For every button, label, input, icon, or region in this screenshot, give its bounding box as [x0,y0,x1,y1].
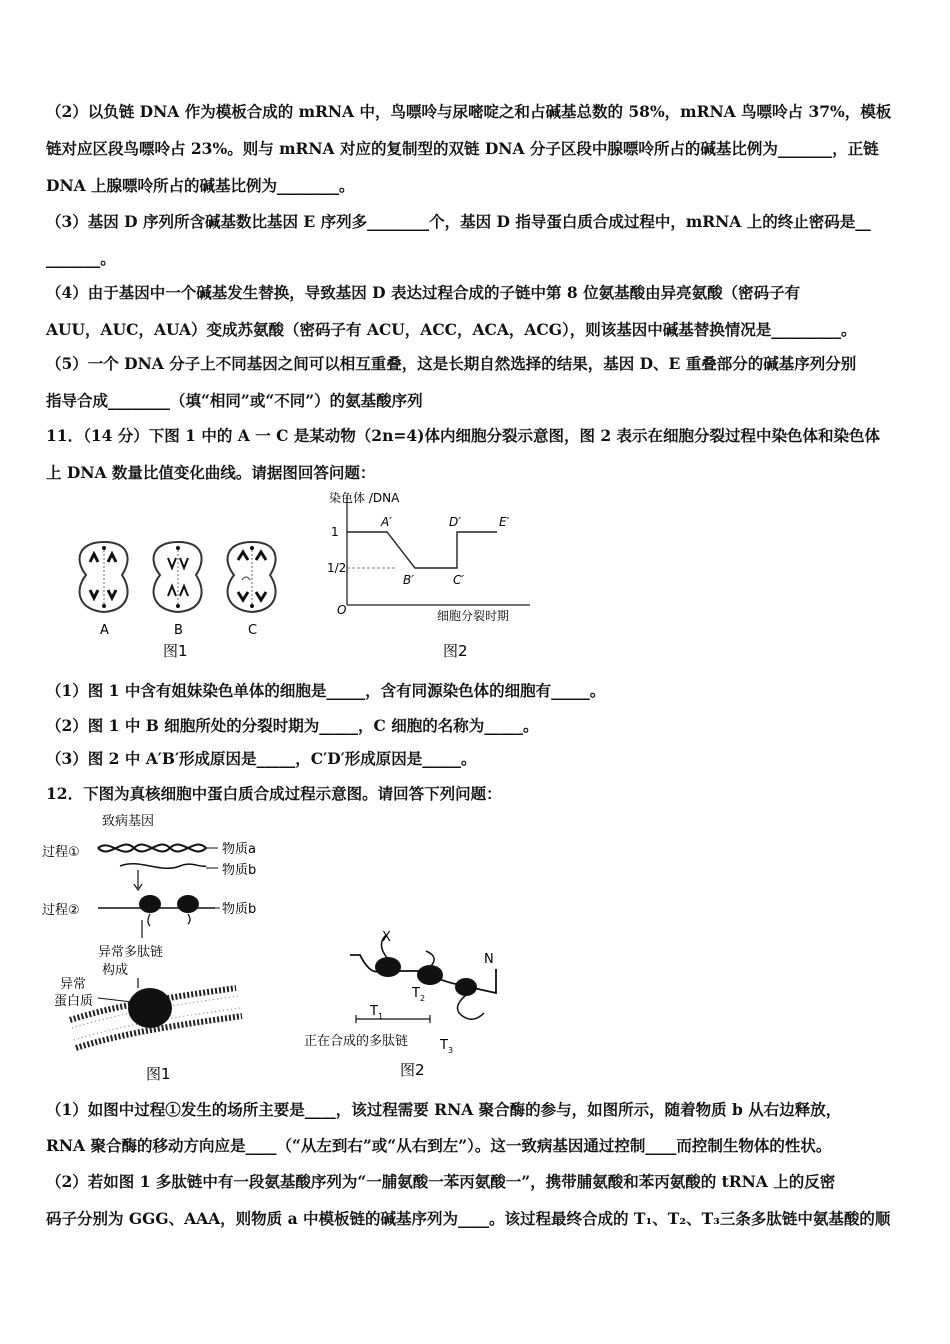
point-a: A′ [381,515,392,529]
q11-figure2 [325,488,540,666]
q10-p3-line1: （3）基因 D 序列所含碱基数比基因 E 序列多________个，基因 D 指导蛋白质合成过程中，mRNA 上的终止密码是__ [46,212,871,231]
q12-sub2-line2: 码子分别为 GGG、AAA，则物质 a 中模板链的碱基序列为____。该过程最终合成的 T₁、T₂、T₃三条多肽链中氨基酸的顺 [46,1209,891,1228]
q11-sub1: （1）图 1 中含有姐妹染色单体的细胞是_____，含有同源染色体的细胞有_____。 [46,681,606,700]
q10-p4-line1: （4）由于基因中一个碱基发生替换，导致基因 D 表达过程合成的子链中第 8 位氨基酸由异亮氨酸（密码子有 [46,283,801,302]
cell-c [228,542,276,612]
q12-sub1-line1: （1）如图中过程①发生的场所主要是____，该过程需要 RNA 聚合酶的参与，如图所示，随着物质 b 从右边释放， [46,1100,842,1119]
synthesizing-chain-label: 正在合成的多肽链 [304,1034,409,1049]
q11-fig1-caption: 图1 [163,642,188,660]
abnormal-protein-label-1: 异常 [60,977,87,992]
y-tick-half: 1/2 [327,561,347,575]
point-c: C′ [453,573,465,587]
q11-fig2-caption: 图2 [443,642,468,660]
q12-figure2 [300,925,520,1085]
cell-b [154,542,202,612]
x-end-label: X [382,930,391,945]
q10-p4-line2: AUU，AUC，AUA）变成苏氨酸（密码子有 ACU，ACC，ACA，ACG），则该基因中碱基替换情况是_________。 [46,320,857,339]
cell-label-a: A [100,623,109,638]
t3-subscript: 3 [448,1046,454,1055]
origin-label: O [337,603,347,617]
q11-stem-line2: 上 DNA 数量比值变化曲线。请据图回答问题： [46,463,376,482]
substance-a-label: 物质a [222,842,256,857]
t2-label: T [412,986,420,1001]
q12-stem: 12．下图为真核细胞中蛋白质合成过程示意图。请回答下列问题： [46,784,502,803]
ratio-curve [347,532,497,568]
n-end-label: N [484,952,494,967]
point-b: B′ [403,573,414,587]
q12-sub1-line2: RNA 聚合酶的移动方向应是____（“从左到右”或“从右到左”）。这一致病基因通过控制____而控制生物体的性状。 [46,1136,832,1155]
cell-a [80,542,128,612]
x-axis-label: 细胞分裂时期 [437,609,510,623]
cell-label-b: B [174,623,183,638]
substance-b1-label: 物质b [222,863,257,878]
cell-label-c: C [248,623,258,638]
q10-p5-line1: （5）一个 DNA 分子上不同基因之间可以相互重叠，这是长期自然选择的结果，基因 D、E 重叠部分的碱基序列分别 [46,354,857,373]
q10-p2-line3: DNA 上腺嘌呤所占的碱基比例为________。 [46,176,355,195]
q12-sub2-line1: （2）若如图 1 多肽链中有一段氨基酸序列为“一脯氨酸一苯丙氨酸一”，携带脯氨酸和苯丙氨酸的 tRNA 上的反密 [46,1172,836,1191]
q10-p2-line2: 链对应区段鸟嘌呤占 23%。则与 mRNA 对应的复制型的双链 DNA 分子区段中腺嘌呤所占的碱基比例为_______，正链 [46,139,879,158]
q11-sub3: （3）图 2 中 A′B′形成原因是_____，C′D′形成原因是_____。 [46,749,477,768]
t1-label: T [370,1004,378,1019]
q10-p3-line2: _______。 [46,249,116,268]
gene-label: 致病基因 [102,814,155,829]
q10-p5-line2: 指导合成________（填“相同”或“不同”）的氨基酸序列 [46,391,423,410]
substance-b2-label: 物质b [222,902,257,917]
constitute-label: 构成 [102,963,129,978]
q11-sub2: （2）图 1 中 B 细胞所处的分裂时期为_____，C 细胞的名称为_____。 [46,716,539,735]
q12-figure1 [40,808,290,1084]
point-d: D′ [449,515,461,529]
q11-stem-line1: 11．（14 分）下图 1 中的 A 一 C 是某动物（2n=4)体内细胞分裂示意图，图 2 表示在细胞分裂过程中染色体和染色体 [46,426,881,445]
abnormal-chain-label: 异常多肽链 [98,945,164,960]
q11-figure1 [60,530,290,665]
process1-label: 过程① [42,845,80,860]
t1-subscript: 1 [378,1012,384,1021]
t3-label: T [440,1038,448,1053]
q12-fig1-caption: 图1 [146,1065,171,1083]
q12-fig2-caption: 图2 [400,1061,425,1079]
abnormal-protein-label-2: 蛋白质 [54,994,94,1009]
point-e: E′ [499,515,510,529]
q10-p2-line1: （2）以负链 DNA 作为模板合成的 mRNA 中，鸟嘌呤与尿嘧啶之和占碱基总数的 58%，mRNA 鸟嘌呤占 37%，模板 [46,102,892,121]
y-tick-1: 1 [331,525,339,539]
t2-subscript: 2 [420,994,426,1003]
process2-label: 过程② [42,903,80,918]
y-axis-label: 染色体 /DNA [329,491,400,505]
abnormal-protein [128,988,172,1028]
